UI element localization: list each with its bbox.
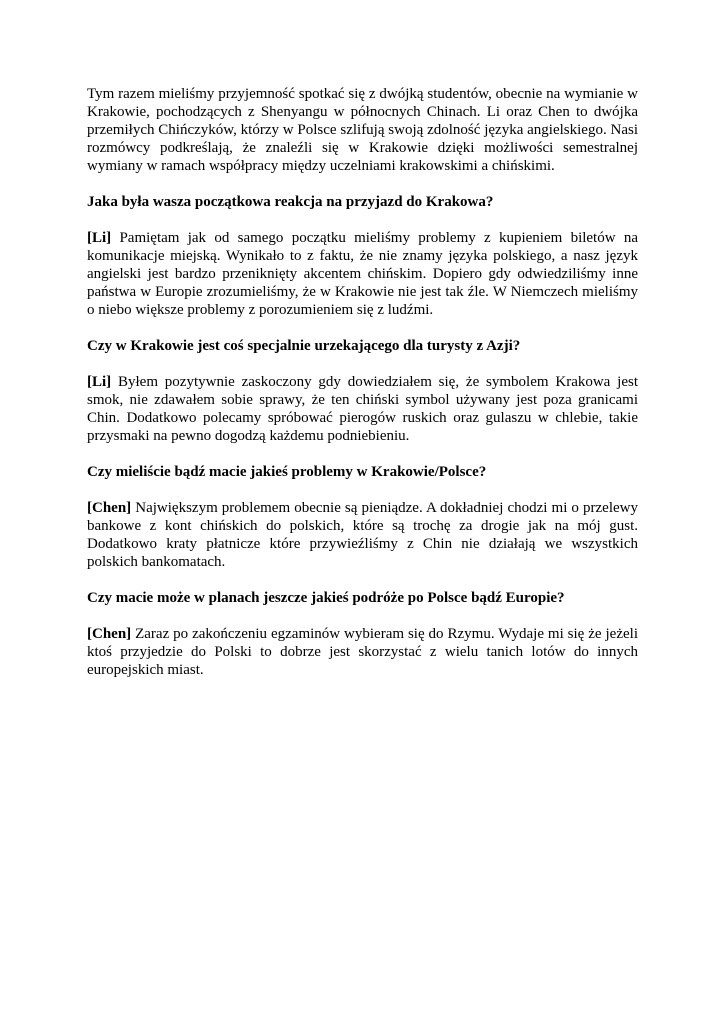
answer-3 [87, 499, 638, 571]
answer-1 [87, 229, 638, 319]
question-2: Czy w Krakowie jest coś specjalnie urzekającego dla turysty z Azji? [87, 338, 521, 354]
answer-text: Pamiętam jak od samego początku mieliśmy problemy z kupieniem biletów na komunikacje miejską. Wynikało to z faktu, że nie znamy języka polskiego, a nasz język angielski jest bardzo przeniknięty akcentem chińskim. Dopiero gdy odwiedziliśmy inne państwa w Europie zrozumieliśmy, że w Krakowie nie jest tak źle. W Niemczech mieliśmy o niebo większe problemy z porozumieniem się z ludźmi. [87, 230, 638, 318]
question-1: Jaka była wasza początkowa reakcja na przyjazd do Krakowa? [87, 194, 494, 210]
speaker-label: [Chen] [87, 626, 132, 642]
question-4: Czy macie może w planach jeszcze jakieś podróże po Polsce bądź Europie? [87, 590, 565, 606]
speaker-label: [Chen] [87, 500, 132, 516]
question-3: Czy mieliście bądź macie jakieś problemy w Krakowie/Polsce? [87, 464, 487, 480]
answer-4 [87, 625, 638, 679]
intro-paragraph: Tym razem mieliśmy przyjemność spotkać się z dwójką studentów, obecnie na wymianie w Krakowie, pochodzących z Shenyangu w północnych Chinach. Li oraz Chen to dwójka przemiłych Chińczyków, którzy w Polsce szlifują swoją zdolność języka angielskiego. Nasi rozmówcy podkreślają, że znaleźli się w Krakowie dzięki możliwości semestralnej wymiany w ramach współpracy między uczelniami krakowskimi a chińskimi. [87, 86, 638, 174]
answer-text: Byłem pozytywnie zaskoczony gdy dowiedziałem się, że symbolem Krakowa jest smok, nie zdawałem sobie sprawy, że ten chiński symbol używany jest poza granicami Chin. Dodatkowo polecamy spróbować pierogów ruskich oraz gulaszu w chlebie, takie przysmaki na pewno dogodzą każdemu podniebieniu. [87, 374, 638, 444]
answer-2 [87, 373, 638, 445]
answer-text: Największym problemem obecnie są pieniądze. A dokładniej chodzi mi o przelewy bankowe z kont chińskich do polskich, które są trochę za drogie jak na mój gust. Dodatkowo kraty płatnicze które przywieźliśmy z Chin nie działają we wszystkich polskich bankomatach. [87, 500, 638, 570]
speaker-label: [Li] [87, 230, 112, 246]
answer-text: Zaraz po zakończeniu egzaminów wybieram się do Rzymu. Wydaje mi się że jeżeli ktoś przyjedzie do Polski to dobrze jest skorzystać z wielu tanich lotów do innych europejskich miast. [87, 626, 638, 678]
speaker-label: [Li] [87, 374, 112, 390]
